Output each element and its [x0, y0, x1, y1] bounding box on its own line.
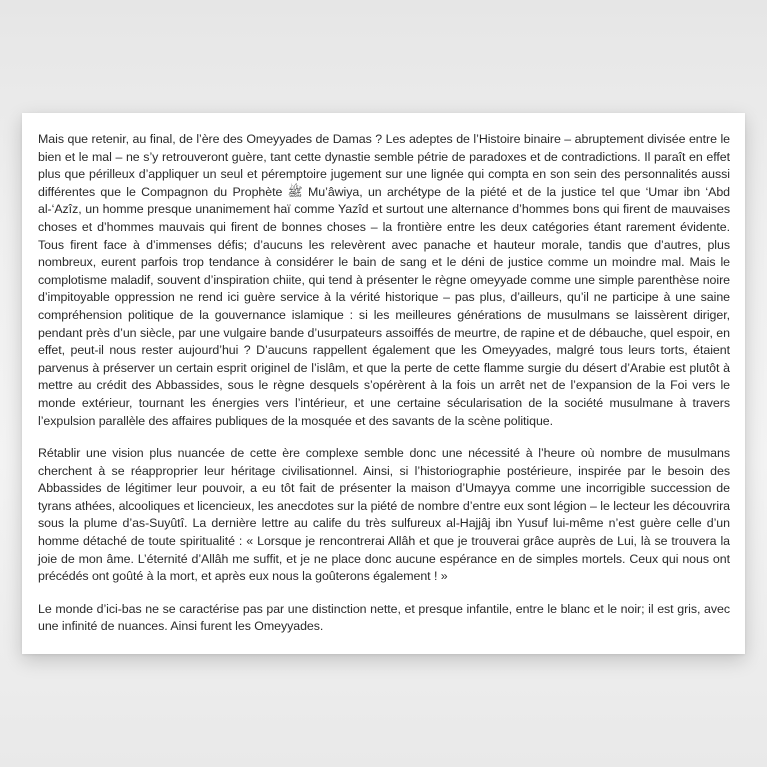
paragraph-1: Mais que retenir, au final, de l’ère des Omeyyades de Damas ? Les adeptes de l’Histoire binaire – abruptement divisée entre le bien et le mal – ne s’y retrouveront guère, tant cette dynastie semble pétrie de paradoxes et de contradictions. Il paraît en effet plus que périlleux d’appliquer un seul et péremptoire jugement sur une lignée qui compta en son sein des personnalités aussi différentes que le Compagnon du Prophète ﷺ Mu’âwiya, un archétype de la piété et de la justice tel que ‘Umar ibn ‘Abd al-‘Azîz, un homme presque unanimement haï comme Yazîd et surtout une alternance d’hommes bons qui firent de mauvaises choses et d’hommes mauvais qui firent de bonnes choses – la frontière entre les deux catégories étant rarement évidente. Tous firent face à d’immenses défis; d’aucuns les relevèrent avec panache et hauteur morale, tandis que d’autres, plus nombreux, eurent parfois trop tendance à considérer le bain de sang et le déni de justice comme un moindre mal. Mais le complotisme maladif, souvent d’inspiration chiite, qui tend à présenter le règne omeyyade comme une simple parenthèse noire d’impitoyable oppression ne rend ici guère service à la vérité historique – pas plus, d’ailleurs, qu’il ne participe à une saine compréhension politique de la gouvernance islamique : si les meilleures générations de musulmans se laissèrent diriger, pendant près d’un siècle, par une vulgaire bande d’usurpateurs assoiffés de meurtre, de rapine et de débauche, quel espoir, en effet, peut-il nous rester aujourd’hui ? D’aucuns rappellent également que les Omeyyades, malgré tous leurs torts, étaient parvenus à préserver un certain esprit originel de l’islâm, et que la perte de cette flamme surgie du désert d’Arabie est plutôt à mettre au crédit des Abbassides, sous le règne desquels s’opérèrent à la fois un arrêt net de l’expansion de la Foi vers le monde extérieur, tournant les énergies vers l’intérieur, et une certaine sécularisation de la société musulmane à travers l’expulsion parallèle des affaires publiques de la mosquée et des savants de la scène politique.	[38, 132, 730, 428]
paragraph-spacer	[38, 430, 730, 445]
paragraph-3: Le monde d’ici-bas ne se caractérise pas par une distinction nette, et presque infantile, entre le blanc et le noir; il est gris, avec une infinité de nuances. Ainsi furent les Omeyyades.	[38, 601, 730, 634]
paragraph-spacer	[38, 586, 730, 601]
paragraph-2: Rétablir une vision plus nuancée de cette ère complexe semble donc une nécessité à l’heure où nombre de musulmans cherchent à se réapproprier leur héritage civilisationnel. Ainsi, si l’historiographie postérieure, inspirée par le besoin des Abbassides de légitimer leur pouvoir, a eu tôt fait de présenter la maison d’Umayya comme une incorrigible succession de tyrans athées, alcooliques et licencieux, les anecdotes sur la piété de nombre d’entre eux sont légion – le lecteur les découvrira sous la plume d’as-Suyûtî. La dernière lettre au calife du très sulfureux al-Hajjâj ibn Yusuf lui-même n’est guère celle d’un homme détaché de toute spiritualité : « Lorsque je rencontrerai Allâh et que je trouverai grâce auprès de Lui, là se trouvera la joie de mon âme. L’éternité d’Allâh me suffit, et je ne place donc aucune espérance en de simples mortels. Ceux qui nous ont précédés ont goûté à la mort, et après eux nous la goûterons également ! »	[38, 446, 730, 584]
document-page	[22, 113, 745, 654]
